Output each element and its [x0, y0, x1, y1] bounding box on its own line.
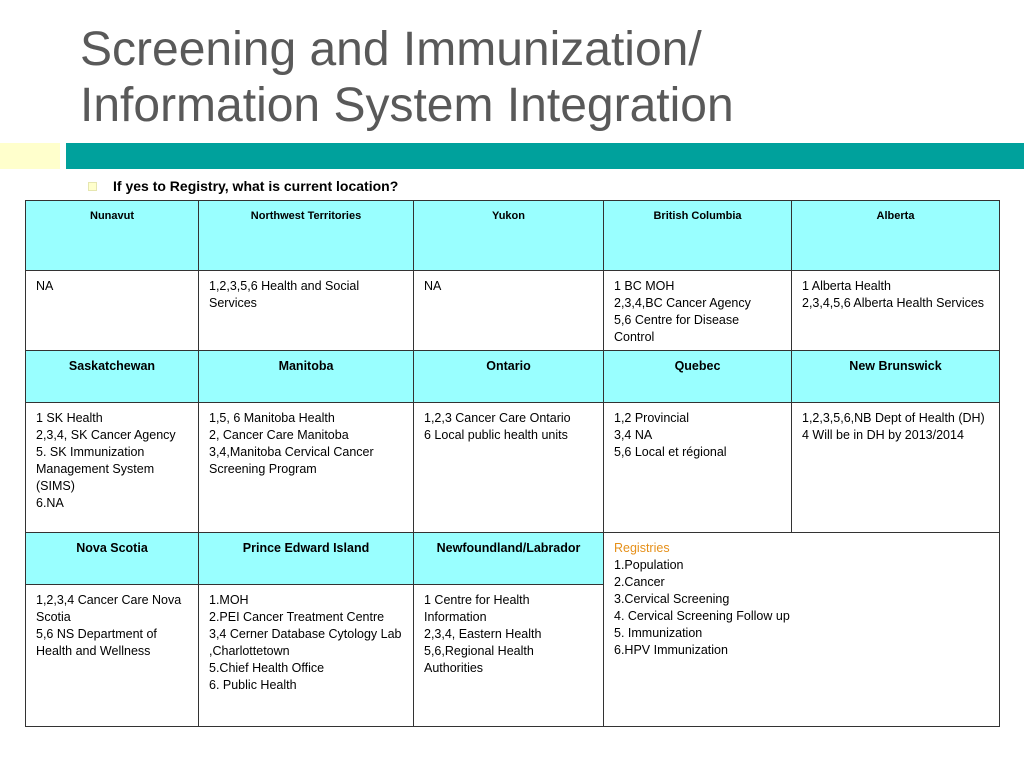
legend-item: 2.Cancer — [614, 575, 665, 589]
data-cell — [604, 271, 792, 351]
header-cell: Saskatchewan — [26, 351, 199, 403]
header-cell: Yukon — [414, 201, 604, 271]
cell-line: 1 Alberta Health — [802, 279, 891, 293]
header-row — [26, 201, 1000, 271]
data-cell — [414, 271, 604, 351]
cell-line: 1,2,3,5,6,NB Dept of Health (DH) — [802, 411, 985, 425]
legend-item: 6.HPV Immunization — [614, 643, 728, 657]
cell-line: 3,4 NA — [614, 428, 653, 442]
cell-line: 6 Local public health units — [424, 428, 568, 442]
header-row — [26, 533, 1000, 585]
header-cell: Ontario — [414, 351, 604, 403]
cell-line: 5,6 NS Department of Health and Wellness — [36, 627, 157, 658]
cell-line: 3,4,Manitoba Cervical Cancer Screening Program — [209, 445, 374, 476]
cell-line: 1 BC MOH — [614, 279, 675, 293]
cell-line: 2,3,4,5,6 Alberta Health Services — [802, 296, 985, 310]
cell-line: NA — [424, 279, 442, 293]
cell-line: 1,2,3 Cancer Care Ontario — [424, 411, 571, 425]
header-cell: Northwest Territories — [199, 201, 414, 271]
data-cell — [604, 403, 792, 533]
cell-line: NA — [36, 279, 54, 293]
data-cell — [26, 585, 199, 727]
header-cell: New Brunswick — [792, 351, 1000, 403]
bullet-line — [88, 178, 398, 194]
cell-line: 5,6,Regional Health Authorities — [424, 644, 534, 675]
legend-heading: Registries — [614, 541, 670, 555]
header-cell: Nova Scotia — [26, 533, 199, 585]
cell-line: 5,6 Centre for Disease Control — [614, 313, 740, 344]
data-row — [26, 271, 1000, 351]
data-cell — [199, 271, 414, 351]
data-cell — [199, 585, 414, 727]
data-cell — [199, 403, 414, 533]
cell-line: 6.NA — [36, 496, 64, 510]
legend-item: 3.Cervical Screening — [614, 592, 730, 606]
cell-line: 1 Centre for Health Information — [424, 593, 530, 624]
header-cell: Nunavut — [26, 201, 199, 271]
cell-line: 5.Chief Health Office — [209, 661, 325, 675]
cell-line: 1,2,3,4 Cancer Care Nova Scotia — [36, 593, 182, 624]
cell-line: 5. SK Immunization Management System (SIMS) — [36, 445, 155, 493]
header-row — [26, 351, 1000, 403]
data-row — [26, 403, 1000, 533]
accent-band-left — [0, 143, 60, 169]
slide-title — [80, 22, 734, 134]
cell-line: 6. Public Health — [209, 678, 297, 692]
bullet-text: If yes to Registry, what is current location? — [113, 178, 399, 194]
data-cell — [414, 403, 604, 533]
cell-line: 3,4 Cerner Database Cytology Lab ,Charlottetown — [209, 627, 402, 658]
header-cell: Manitoba — [199, 351, 414, 403]
legend-item: 5. Immunization — [614, 626, 703, 640]
data-cell — [26, 403, 199, 533]
cell-line: 2,3,4, Eastern Health — [424, 627, 542, 641]
header-cell: Newfoundland/Labrador — [414, 533, 604, 585]
cell-line: 2,3,4,BC Cancer Agency — [614, 296, 751, 310]
bullet-square-icon — [88, 182, 97, 191]
slide-title-line-1: Screening and Immunization/ — [80, 23, 702, 76]
cell-line: 1 SK Health — [36, 411, 103, 425]
header-cell: Prince Edward Island — [199, 533, 414, 585]
cell-line: 2, Cancer Care Manitoba — [209, 428, 349, 442]
cell-line: 1,2,3,5,6 Health and Social Services — [209, 279, 360, 310]
accent-band-right — [66, 143, 1024, 169]
header-cell: Quebec — [604, 351, 792, 403]
registries-legend — [604, 533, 1000, 727]
header-cell: Alberta — [792, 201, 1000, 271]
registry-table — [25, 200, 1000, 727]
data-cell — [792, 403, 1000, 533]
data-cell — [26, 271, 199, 351]
legend-item: 4. Cervical Screening Follow up — [614, 609, 790, 623]
cell-line: 2,3,4, SK Cancer Agency — [36, 428, 176, 442]
data-cell — [414, 585, 604, 727]
cell-line: 2.PEI Cancer Treatment Centre — [209, 610, 385, 624]
cell-line: 1,5, 6 Manitoba Health — [209, 411, 335, 425]
slide-title-line-2: Information System Integration — [80, 79, 734, 132]
data-cell — [792, 271, 1000, 351]
cell-line: 1,2 Provincial — [614, 411, 690, 425]
cell-line: 1.MOH — [209, 593, 249, 607]
header-cell: British Columbia — [604, 201, 792, 271]
cell-line: 5,6 Local et régional — [614, 445, 727, 459]
legend-item: 1.Population — [614, 558, 684, 572]
cell-line: 4 Will be in DH by 2013/2014 — [802, 428, 964, 442]
